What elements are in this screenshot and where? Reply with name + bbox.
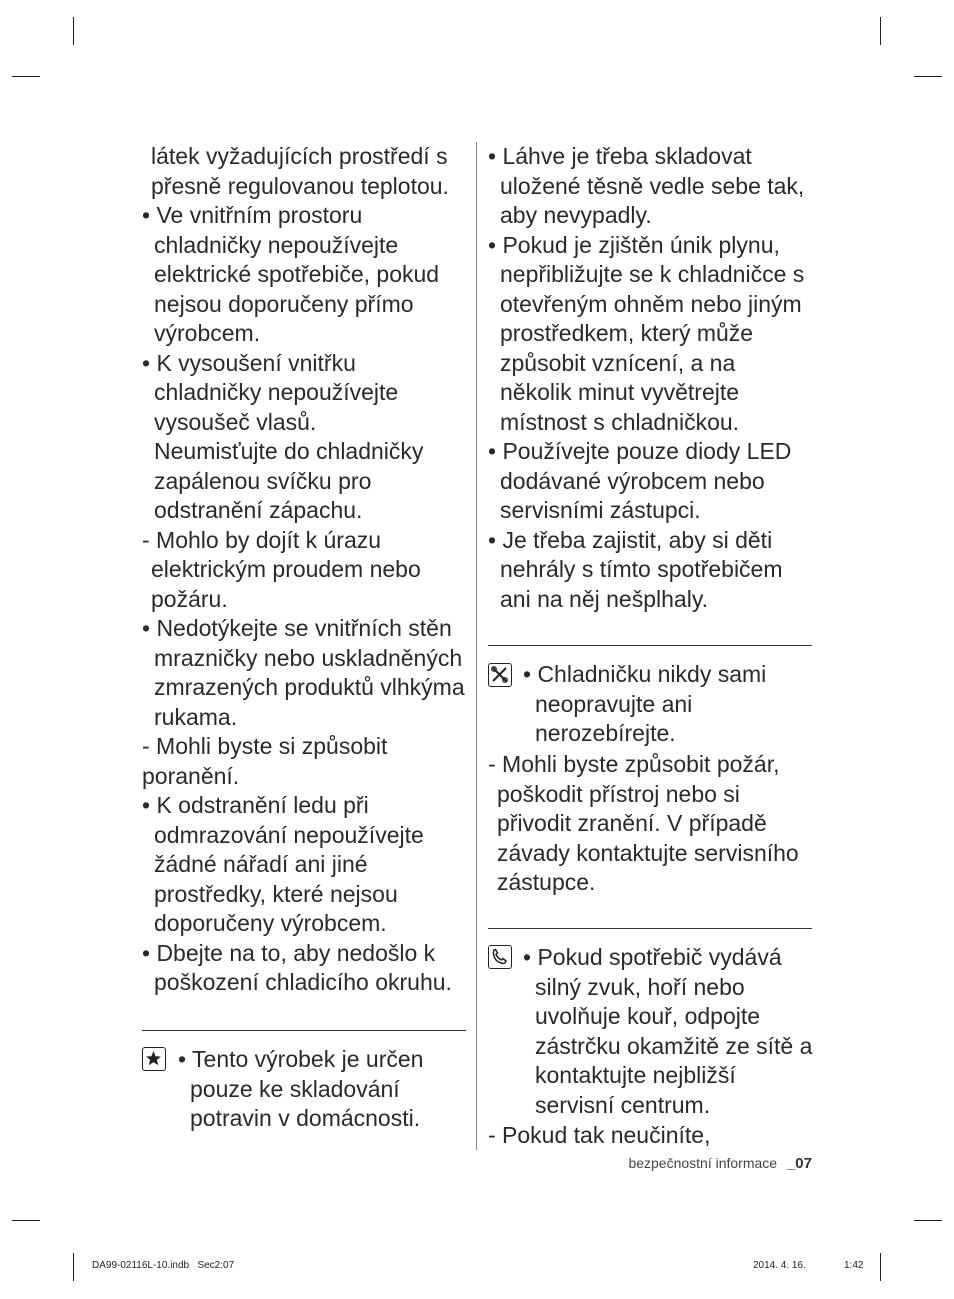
- crop-mark: [12, 76, 40, 77]
- section-rule: [488, 645, 812, 646]
- left-column: [142, 142, 467, 998]
- crop-mark: [73, 1253, 74, 1281]
- warning-dash-text: - Mohli byste způsobit požár, poškodit přístroj nebo si přivodit zranění. V případě závady kontaktujte servisního zástupce.: [488, 751, 799, 895]
- dash-item: - Mohli byste si způsobit poranění.: [142, 733, 388, 789]
- warning-text: • Chladničku nikdy sami neopravujte ani nerozebírejte.: [523, 661, 767, 746]
- crop-mark: [914, 76, 942, 77]
- section-rule: [488, 928, 812, 929]
- bullet-item: • Pokud je zjištěn únik plynu, nepřibližujte se k chladničce s otevřeným ohněm nebo jiným prostředkem, který může způsobit vznícení, a na několik minut vyvětrejte místnost s chladničkou.: [488, 231, 805, 435]
- crop-mark: [12, 1220, 40, 1221]
- right-column: [488, 142, 813, 614]
- bullet-continuation: Neumisťujte do chladničky zapálenou svíčku pro odstranění zápachu.: [154, 438, 424, 523]
- page-number: _07: [786, 1155, 812, 1172]
- bullet-item: • Nedotýkejte se vnitřních stěn mrazničky nebo uskladněných zmrazených produktů vlhkýma rukama.: [142, 615, 465, 730]
- bullet-item: • Láhve je třeba skladovat uložené těsně vedle sebe tak, aby nevypadly.: [488, 143, 805, 228]
- note-text: • Tento výrobek je určen pouze ke skladování potravin v domácnosti.: [178, 1046, 424, 1131]
- crop-mark: [880, 17, 881, 45]
- bullet-item: • Ve vnitřním prostoru chladničky nepoužívejte elektrické spotřebiče, pokud nejsou doporučeny přímo výrobcem.: [142, 202, 440, 346]
- bullet-item: • Je třeba zajistit, aby si děti nehrály s tímto spotřebičem ani na něj nešplhaly.: [488, 526, 783, 612]
- print-slug-date: 2014. 4. 16.: [753, 1260, 806, 1271]
- crop-mark: [880, 1253, 881, 1281]
- bullet-item: • Dbejte na to, aby nedošlo k poškození chladicího okruhu.: [142, 939, 452, 995]
- column-divider: [476, 142, 477, 1150]
- bullet-item: • Používejte pouze diody LED dodávané výrobcem nebo servisními zástupci.: [488, 438, 792, 523]
- bullet-item: • K vysoušení vnitřku chladničky nepoužívejte vysoušeč vlasů.: [142, 349, 399, 435]
- page-footer: [628, 1155, 812, 1172]
- bullet-item: • K odstranění ledu při odmrazování nepoužívejte žádné nářadí ani jiné prostředky, které nejsou doporučeny výrobcem.: [142, 792, 424, 936]
- dash-item: - Mohlo by dojít k úrazu elektrickým proudem nebo požáru.: [142, 526, 421, 612]
- crop-mark: [914, 1220, 942, 1221]
- no-disassemble-icon: [488, 663, 512, 687]
- continued-text: látek vyžadujících prostředí s přesně regulovanou teplotou.: [151, 143, 449, 199]
- crop-mark: [73, 17, 74, 45]
- print-slug-file: DA99-02116L-10.indb Sec2:07: [92, 1260, 235, 1271]
- phone-icon: [488, 945, 512, 969]
- section-name: bezpečnostní informace: [628, 1155, 778, 1171]
- star-icon: [142, 1047, 166, 1071]
- warning-dash-text: - Pokud tak neučiníte,: [488, 1122, 711, 1148]
- warning-text: • Pokud spotřebič vydává silný zvuk, hoří nebo uvolňuje kouř, odpojte zástrčku okamžitě ze sítě a kontaktujte nejbližší servisní centrum.: [523, 944, 813, 1118]
- print-slug-time: 1:42: [844, 1260, 864, 1271]
- section-rule: [142, 1030, 466, 1031]
